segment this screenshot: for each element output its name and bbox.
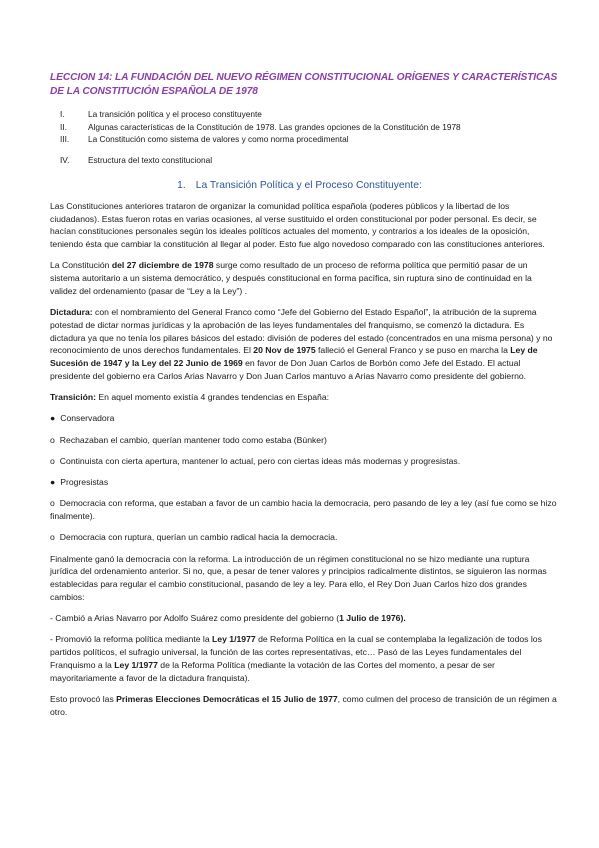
bullet-circle: o [50,532,55,543]
toc-item [50,108,570,121]
body-text [50,200,558,727]
bold-law: Ley 1/1977 [114,659,158,670]
list-item [50,531,558,544]
bullet-circle: o [50,455,55,466]
bold-date: 20 Nov de 1975 [253,345,316,356]
bullet-dot: ● [50,413,56,424]
term-label: Transición: [50,391,97,402]
text-run: - Cambió a Arias Navarro por Adolfo Suárez como presidente del gobierno ( [50,613,340,624]
paragraph [50,391,558,404]
text-run: falleció el General Franco y se puso en marcha la [315,345,511,356]
section-heading [0,179,599,193]
table-of-contents [50,108,570,166]
bold-date: del 27 diciembre de 1978 [111,260,214,271]
section-title: La Transición Política y el Proceso Constituyente: [195,180,422,191]
paragraph [50,306,558,382]
text-run: de la Reforma Política (mediante la votación de las Cortes del momento, a pesar de ser mayoritariamente a favor de la dictadura franquista). [50,659,495,683]
toc-number: III. [60,134,70,144]
toc-item [50,121,570,134]
list-item [50,497,558,522]
bullet-circle: o [50,498,55,509]
toc-number: IV. [60,154,70,165]
text-run: con el nombramiento del General Franco como “Jefe del Gobierno del Estado Español”, la atribución de la suprema potestad de dictar normas jurídicas y la aprobación de las leyes fundamentales del franquismo, se comenzó la dictadura. Es dictadura ya que no tenía los pilares básicos del estado: división de poderes del estado (concentrados en una misma persona) y no reconocimiento de unos derechos fundamentales. El [50,307,553,356]
text-run: en favor de Don Juan Carlos de Borbón como Jefe del Estado. El actual presidente del gobierno era Carlos Arias Navarro y Don Juan Carlos mantuvo a Arias Navarro como presidente del gobierno. [50,357,527,381]
list-item-text: Progresistas [60,477,109,488]
list-item [50,476,558,489]
text-run: ). [400,613,406,624]
text-run: La Constitución [50,260,112,271]
text-run: de Reforma Política en la cual se contemplaba la legalización de todos los partidos políticos, el sufragio universal, la función de las cortes representativas, etc… Pasó de las Leyes fundamentales del Franquismo a la [50,634,542,670]
text-run: - Promovió la reforma política mediante la [50,634,213,645]
bullet-dot: ● [50,477,56,488]
paragraph-text: Las Constituciones anteriores trataron de organizar la comunidad política española (poderes públicos y la libertad de los ciudadanos). Estas fueron rotas en varias ocasiones, al verse sustituido el orden constitucional por poder personal. Es decir, se hacían constituciones personales según los ideales políticos actuales del momento, y contrarios a los ideales de la oposición, teniendo ésta que cambiar la constitución al llegar al poder. Esto fue algo novedoso comparado con las constituciones anteriores. [50,201,545,250]
paragraph [50,553,558,604]
text-run: Esto provocó las [50,693,117,704]
paragraph [50,259,558,297]
list-item [50,455,558,468]
paragraph-text: Finalmente ganó la democracia con la reforma. La introducción de un régimen constitucional no se hizo mediante una ruptura jurídica del ordenamiento anterior. Si no, que, a pesar de tener valores y principios radicalmente distintos, se siguieron las normas establecidas para regular el cambio constitucional, pasando de ley a ley. Para ello, el Rey Don Juan Carlos hizo dos grandes cambios: [50,553,547,602]
bold-event: Primeras Elecciones Democráticas el 15 Julio de 1977 [116,693,338,704]
section-number: 1. [177,180,186,191]
toc-text: La Constitución como sistema de valores y como norma procedimental [88,134,349,144]
list-item [50,434,558,447]
bold-law: Ley de Sucesión de 1947 y la Ley del 22 Junio de 1969 [50,345,538,368]
paragraph [50,200,558,251]
toc-item [50,154,570,167]
list-item [50,412,558,425]
paragraph [50,633,558,684]
list-item-text: Democracia con reforma, que estaban a favor de un cambio hacia la democracia, pero pasando de ley a ley (así fue como se hizo finalmente). [50,498,557,522]
text-run: , como culmen del proceso de transición de un régimen a otro. [50,693,557,717]
toc-text: La transición política y el proceso constituyente [88,109,262,119]
list-item-text: Conservadora [60,413,115,424]
bold-law: Ley 1/1977 [212,634,256,645]
toc-number: II. [60,121,67,132]
toc-item [50,133,570,146]
term-label: Dictadura: [50,307,93,318]
toc-text: Estructura del texto constitucional [88,154,213,165]
lesson-title: LECCION 14: LA FUNDACIÓN DEL NUEVO RÉGIMEN CONSTITUCIONAL ORÍGENES Y CARACTERÍSTICAS DE LA CONSTITUCIÓN ESPAÑOLA DE 1978 [50,72,558,97]
bullet-circle: o [50,434,55,445]
paragraph [50,693,558,718]
list-item-text: Rechazaban el cambio, querían mantener todo como estaba (Búnker) [59,434,327,445]
text-run: surge como resultado de un proceso de reforma política que permitió pasar de un sistema autoritario a un sistema democrático, y después constitucional en forma pacífica, sin ruptura sino de continuidad en la validez del ordenamiento (pasar de “Ley a la Ley”) . [50,260,532,296]
toc-text: Algunas características de la Constitución de 1978. Las grandes opciones de la Constitución de 1978 [88,121,461,132]
list-item-text: Continuista con cierta apertura, mantener lo actual, pero con ciertas ideas más modernas y progresistas. [59,455,461,466]
bold-date: 1 Julio de 1976 [339,613,401,624]
toc-number: I. [60,109,65,119]
text-run: En aquel momento existía 4 grandes tendencias en España: [96,391,330,402]
paragraph [50,612,558,625]
list-item-text: Democracia con ruptura, querían un cambio radical hacia la democracia. [59,532,338,543]
